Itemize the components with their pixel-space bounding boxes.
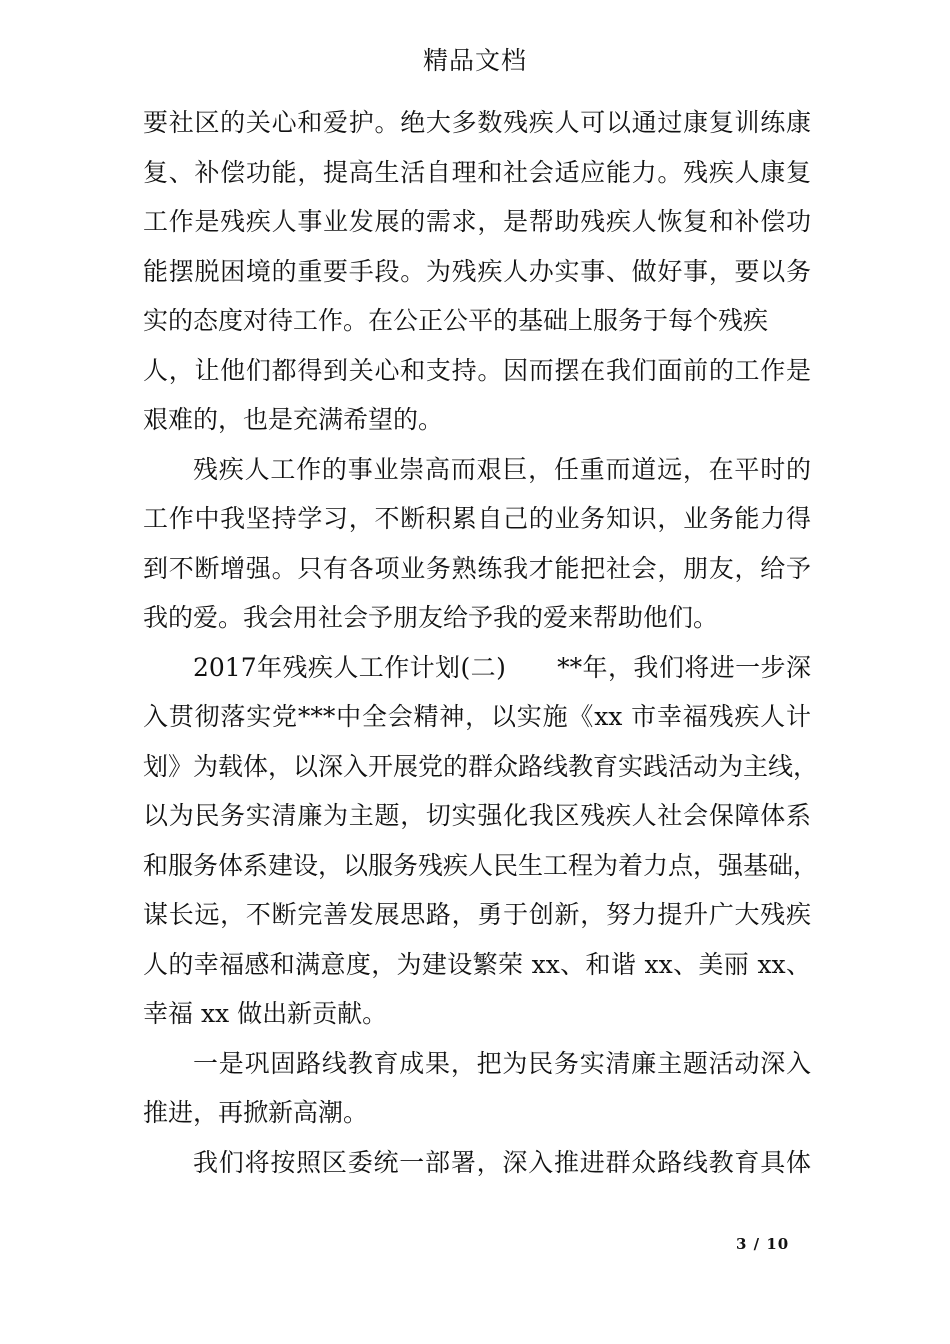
page-number: 3 / 10 xyxy=(736,1235,790,1253)
paragraph-line: 工作是残疾人事业发展的需求，是帮助残疾人恢复和补偿功 xyxy=(143,207,811,236)
paragraph-line: 人的幸福感和满意度，为建设繁荣 xx、和谐 xx、美丽 xx、 xyxy=(143,949,811,979)
paragraph-line: 入贯彻落实党***中全会精神，以实施《xx 市幸福残疾人计 xyxy=(143,702,811,731)
paragraph-line: 2017年残疾人工作计划(二) **年，我们将进一步深 xyxy=(193,652,811,682)
document-body xyxy=(143,98,819,1187)
page-header xyxy=(0,44,950,78)
paragraph-line: 我的爱。我会用社会予朋友给予我的爱来帮助他们。 xyxy=(143,603,719,632)
paragraph-line: 残疾人工作的事业崇高而艰巨，任重而道远，在平时的 xyxy=(193,454,811,484)
paragraph-line: 一是巩固路线教育成果，把为民务实清廉主题活动深入 xyxy=(193,1048,811,1078)
paragraph-line: 我们将按照区委统一部署，深入推进群众路线教育具体 xyxy=(193,1147,811,1177)
paragraph-line: 人，让他们都得到关心和支持。因而摆在我们面前的工作是 xyxy=(143,355,811,385)
paragraph-line: 到不断增强。只有各项业务熟练我才能把社会，朋友，给予 xyxy=(143,553,811,583)
paragraph-line: 和服务体系建设，以服务残疾人民生工程为着力点，强基础， xyxy=(143,850,819,880)
paragraph-line: 幸福 xx 做出新贡献。 xyxy=(143,999,388,1028)
paragraph-line: 划》为载体，以深入开展党的群众路线教育实践活动为主线， xyxy=(143,751,819,781)
paragraph-line: 能摆脱困境的重要手段。为残疾人办实事、做好事，要以务 xyxy=(143,256,811,286)
header-title: 精品文档 xyxy=(422,46,527,75)
paragraph-line: 谋长远，不断完善发展思路，勇于创新，努力提升广大残疾 xyxy=(143,900,811,929)
paragraph-line: 复、补偿功能，提高生活自理和社会适应能力。残疾人康复 xyxy=(143,157,811,187)
paragraph-line: 以为民务实清廉为主题，切实强化我区残疾人社会保障体系 xyxy=(143,801,811,830)
paragraph-line: 工作中我坚持学习，不断积累自己的业务知识，业务能力得 xyxy=(143,504,811,533)
paragraph-line: 推进，再掀新高潮。 xyxy=(143,1098,369,1127)
paragraph-line: 艰难的，也是充满希望的。 xyxy=(143,405,444,434)
paragraph-line: 实的态度对待工作。在公正公平的基础上服务于每个残疾 xyxy=(143,306,769,335)
paragraph-line: 要社区的关心和爱护。绝大多数残疾人可以通过康复训练康 xyxy=(143,108,811,137)
